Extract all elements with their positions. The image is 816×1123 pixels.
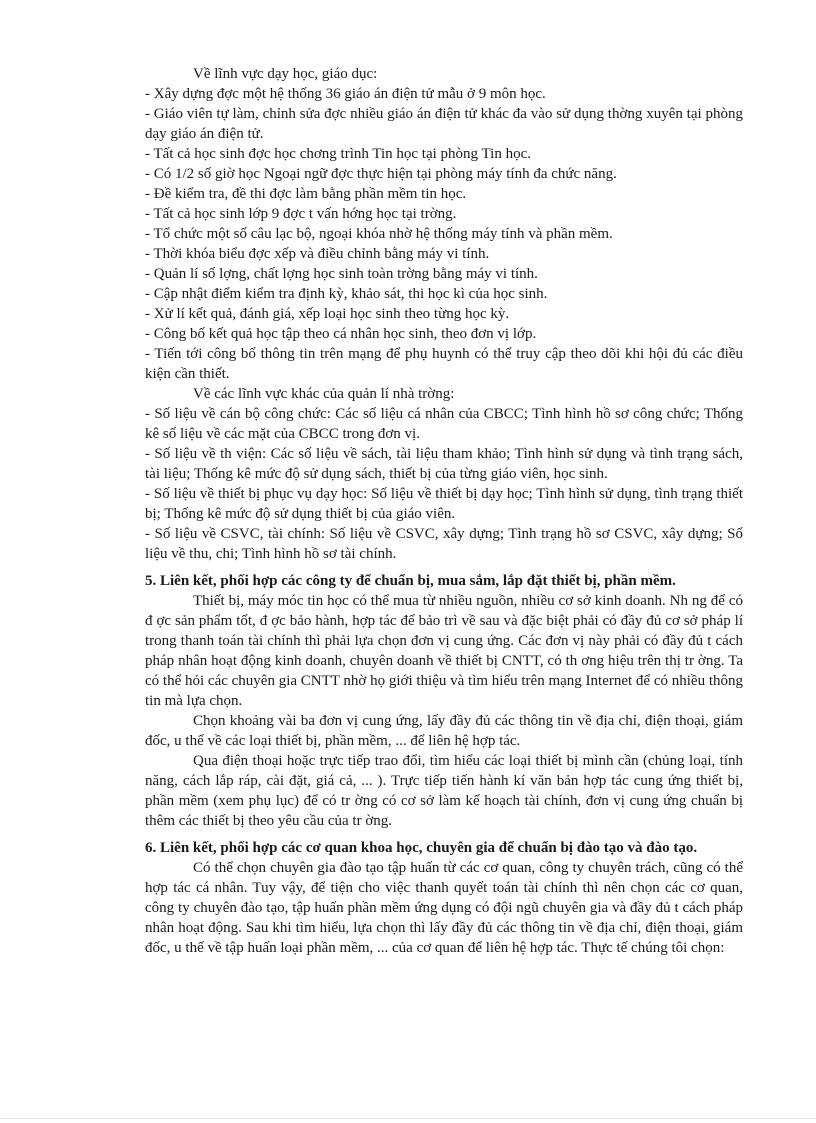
list-item: - Xây dựng đợc một hệ thống 36 giáo án điện tử mẫu ở 9 môn học. <box>145 86 546 102</box>
list-item: - Thời khóa biểu đợc xếp và điều chỉnh bằng máy vi tính. <box>145 246 490 262</box>
paragraph: Thiết bị, máy móc tin học có thể mua từ nhiều nguồn, nhiều cơ sở kinh doanh. Nh ng để có đ ợc sản phẩm tốt, đ ợc bảo hành, hợp tác để bảo trì về sau và đặc biệt phải có đầy đủ cơ sở pháp lí trong thanh toán tài chính thì phải lựa chọn đơn vị cung ứng. Các đơn vị này phải có đầy đủ t cách pháp nhân hoạt động kinh doanh, chuyên doanh về thiết bị CNTT, có th ơng hiệu trên thị tr ờng. Ta có thể hỏi các chuyên gia CNTT nhờ họ giới thiệu và tìm hiểu trên mạng Internet để có nhiều thông tin mà lựa chọn. <box>145 593 743 709</box>
list-item: - Tiến tới công bố thông tin trên mạng để phụ huynh có thể truy cập theo dõi khi hội đủ các điều kiện cần thiết. <box>145 346 743 382</box>
paragraph: Chọn khoảng vài ba đơn vị cung ứng, lấy đầy đủ các thông tin về địa chỉ, điện thoại, giám đốc, u thế về các loại thiết bị, phần mềm, ... để liên hệ hợp tác. <box>145 713 743 749</box>
list-item: - Số liệu về CSVC, tài chính: Số liệu về CSVC, xây dựng; Tình trạng hồ sơ CSVC, xây dựng; Số liệu về thu, chi; Tình hình hồ sơ tài chính. <box>145 526 743 562</box>
subheading-management: Về các lĩnh vực khác của quản lí nhà trờng: <box>193 386 455 402</box>
list-item: - Tất cả học sinh lớp 9 đợc t vấn hớng học tại trờng. <box>145 206 457 222</box>
document-page <box>145 64 743 958</box>
list-item: - Cập nhật điểm kiểm tra định kỳ, khảo sát, thi học kì của học sinh. <box>145 286 548 302</box>
page-bottom-rule <box>0 1118 816 1119</box>
management-list <box>145 404 743 564</box>
list-item: - Quản lí số lợng, chất lợng học sinh toàn trờng bằng máy vi tính. <box>145 266 538 282</box>
list-item: - Xử lí kết quả, đánh giá, xếp loại học sinh theo từng học kỳ. <box>145 306 510 322</box>
list-item: - Công bố kết quả học tập theo cá nhân học sinh, theo đơn vị lớp. <box>145 326 537 342</box>
section-heading-5: 5. Liên kết, phối hợp các công ty để chuẩn bị, mua sắm, lắp đặt thiết bị, phần mềm. <box>145 573 676 589</box>
list-item: - Số liệu về thiết bị phục vụ dạy học: Số liệu về thiết bị dạy học; Tình hình sử dụng, tình trạng thiết bị; Thống kê mức độ sử dụng thiết bị của giáo viên. <box>145 486 743 522</box>
paragraph: Có thể chọn chuyên gia đào tạo tập huấn từ các cơ quan, công ty chuyên trách, cũng có thể hợp tác cá nhân. Tuy vậy, để tiện cho việc thanh quyết toán tài chính thì nên chọn các cơ quan, công ty chuyên đào tạo, tập huấn phần mềm ứng dụng có đội ngũ chuyên gia và đầy đủ t cách pháp nhân hoạt động. Sau khi tìm hiểu, lựa chọn thì lấy đầy đủ các thông tin về địa chỉ, điện thoại, giám đốc, u thế về tập huấn loại phần mềm, ... của cơ quan để liên hệ hợp tác. Thực tế chúng tôi chọn: <box>145 860 743 956</box>
list-item: - Có 1/2 số giờ học Ngoại ngữ đợc thực hiện tại phòng máy tính đa chức năng. <box>145 166 617 182</box>
list-item: - Giáo viên tự làm, chỉnh sửa đợc nhiều giáo án điện tử khác đa vào sử dụng thờng xuyên tại phòng dạy giáo án điện tử. <box>145 106 743 142</box>
teaching-list <box>145 84 743 384</box>
list-item: - Tổ chức một số câu lạc bộ, ngoại khóa nhờ hệ thống máy tính và phần mềm. <box>145 226 613 242</box>
section-heading-6: 6. Liên kết, phối hợp các cơ quan khoa học, chuyên gia để chuẩn bị đào tạo và đào tạo. <box>145 840 698 856</box>
list-item: - Tất cả học sinh đợc học chơng trình Tin học tại phòng Tin học. <box>145 146 531 162</box>
list-item: - Số liệu về cán bộ công chức: Các số liệu cá nhân của CBCC; Tình hình hồ sơ công chức; Thống kê số liệu về các mặt của CBCC trong đơn vị. <box>145 406 743 442</box>
subheading-teaching: Về lĩnh vực dạy học, giáo dục: <box>193 66 378 82</box>
paragraph: Qua điện thoại hoặc trực tiếp trao đổi, tìm hiểu các loại thiết bị mình cần (chủng loại, tính năng, cách lắp ráp, cài đặt, giá cả, ... ). Trực tiếp tiến hành kí văn bản hợp tác cung ứng thiết bị, phần mềm (xem phụ lục) để có tr ờng có cơ sở làm kế hoạch tài chính, đơn vị cung ứng chuẩn bị thêm các thiết bị theo yêu cầu của tr ờng. <box>145 753 743 829</box>
list-item: - Số liệu về th viện: Các số liệu về sách, tài liệu tham khảo; Tình hình sử dụng và tình trạng sách, tài liệu; Thống kê mức độ sử dụng sách, thiết bị của từng giáo viên, học sinh. <box>145 446 743 482</box>
list-item: - Đề kiểm tra, đề thi đợc làm bằng phần mềm tin học. <box>145 186 467 202</box>
